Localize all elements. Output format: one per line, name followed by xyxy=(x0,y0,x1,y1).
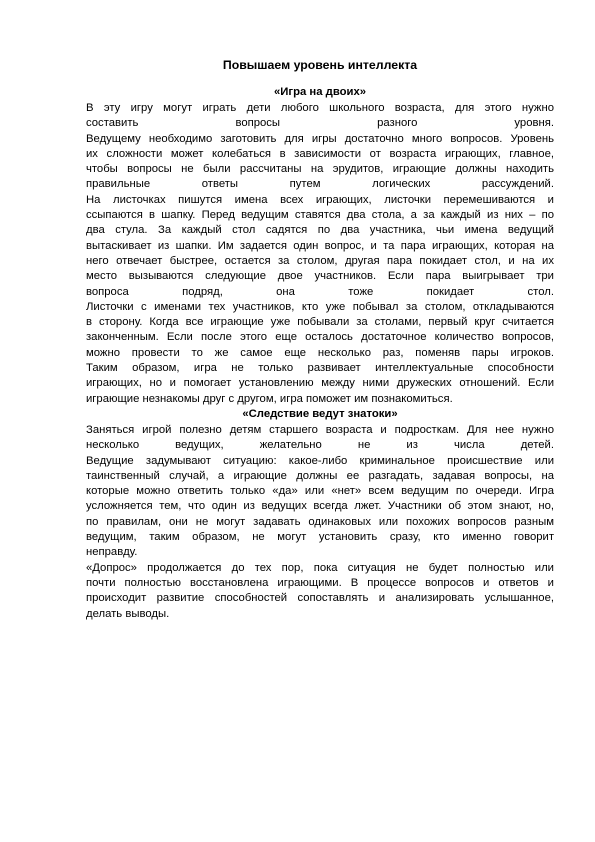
body-line: На листочках пишутся имена всех играющих, листочки перемешиваются и xyxy=(86,193,554,206)
body-line: В эту игру могут играть дети любого школьного возраста, для этого нужно xyxy=(86,102,554,114)
body-line: происходит развитие способностей сопоставлять и анализировать услышанное, xyxy=(86,592,554,605)
body-line: можно провести то же самое еще несколько раз, поменяв пары игроков. xyxy=(86,346,554,359)
body-line: ссыпаются в шапку. Перед ведущим ставятся два стола, а за каждый из них – по xyxy=(86,209,554,222)
body-line: чтобы вопросы не были рассчитаны на эрудитов, играющие должны находить xyxy=(86,163,554,176)
body-line: вопроса подряд, она тоже покидает стол. xyxy=(86,285,554,298)
body-line: него отвечает быстрее, остается за столом, другая пара покидает стол, и на их xyxy=(86,254,554,267)
section-body xyxy=(86,423,554,622)
body-line: вытаскивает из шапки. Им задается один вопрос, и та пара играющих, которая на xyxy=(86,239,554,252)
body-line: в сторону. Когда все играющие уже побывали за столами, первый круг считается xyxy=(86,316,554,329)
body-line: делать выводы. xyxy=(86,607,170,620)
section-investigation xyxy=(86,407,554,622)
body-line: несколько ведущих, желательно не из числа детей. xyxy=(86,439,554,452)
body-line: место вызываются следующие двое участников. Если пара выигрывает три xyxy=(86,270,554,283)
body-line: неправду. xyxy=(86,546,138,559)
document-title: Повышаем уровень интеллекта xyxy=(222,58,418,72)
body-line: Ведущему необходимо заготовить для игры достаточно много вопросов. Уровень xyxy=(86,132,554,145)
body-line: Таким образом, игра не только развивает интеллектуальные способности xyxy=(86,362,554,375)
document-content xyxy=(86,57,554,622)
body-line: почти полностью восстановлена играющими. В процессе вопросов и ответов и xyxy=(86,576,554,589)
body-line: составить вопросы разного уровня. xyxy=(86,117,554,130)
body-line: «Допрос» продолжается до тех пор, пока ситуация не будет полностью или xyxy=(86,561,554,574)
section-body xyxy=(86,101,554,407)
section-game-for-two xyxy=(86,85,554,407)
body-line: играющие незнакомы друг с другом, игра поможет им познакомиться. xyxy=(86,392,453,405)
body-line: ведущим, таким образом, не могут установить сразу, кто именно говорит xyxy=(86,531,554,544)
body-line: их сложности может колебаться в зависимости от возраста играющих, главное, xyxy=(86,147,554,160)
body-line: два стула. За каждый стол садятся по два участника, чьи имена ведущий xyxy=(86,224,554,237)
body-line: правильные ответы путем логических рассуждений. xyxy=(86,178,554,191)
body-line: Листочки с именами тех участников, кто уже побывал за столом, откладываются xyxy=(86,300,554,313)
body-line: играющих, но и помогает установлению между ними дружеских отношений. Если xyxy=(86,377,554,390)
section-heading: «Игра на двоих» xyxy=(273,86,367,98)
body-line: Ведущие задумывают ситуацию: какое-либо криминальное происшествие или xyxy=(86,454,554,467)
section-heading: «Следствие ведут знатоки» xyxy=(242,407,398,420)
body-line: таинственный случай, а играющие должны ее разгадать, задавая вопросы, на xyxy=(86,469,554,482)
body-line: законченным. Если после этого еще осталось достаточное количество вопросов, xyxy=(86,331,554,344)
body-line: которые можно ответить только «да» или «нет» всем ведущим по очереди. Игра xyxy=(86,485,554,498)
body-line: усложняется тем, что один из ведущих всегда лжет. Участники об этом знают, но, xyxy=(86,500,554,513)
body-line: Заняться игрой полезно детям старшего возраста и подросткам. Для нее нужно xyxy=(86,423,554,436)
body-line: по правилам, они не могут задавать одинаковых или похожих вопросов разным xyxy=(86,515,554,528)
